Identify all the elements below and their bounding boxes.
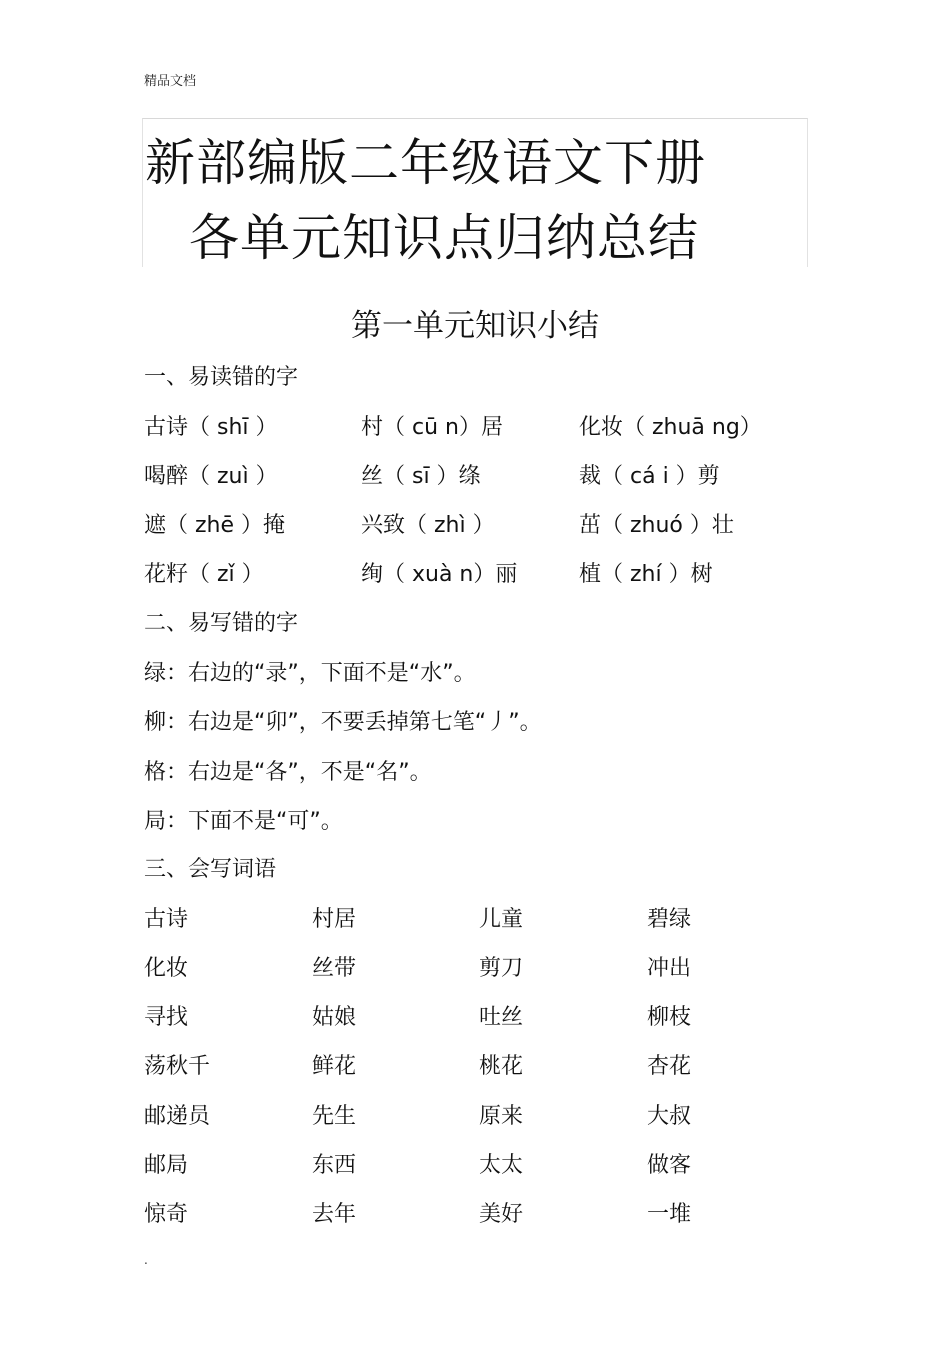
header-note: 精品文档	[144, 74, 197, 89]
pinyin-item: 花籽（ zǐ ）	[144, 562, 264, 587]
word-item: 荡秋千	[144, 1054, 211, 1079]
word-item: 太太	[479, 1153, 524, 1178]
word-item: 邮递员	[144, 1104, 211, 1129]
word-item: 寻找	[144, 1005, 189, 1030]
pinyin-item: 村（ cū n）居	[361, 415, 503, 440]
word-item: 古诗	[144, 907, 189, 932]
pinyin-item: 兴致（ zhì ）	[361, 513, 495, 538]
pinyin-item: 化妆（ zhuā ng）	[579, 415, 762, 440]
word-item: 做客	[647, 1153, 692, 1178]
part2-heading: 二、易写错的字	[144, 611, 299, 636]
word-item: 姑娘	[312, 1005, 357, 1030]
pinyin-item: 喝醉（ zuì ）	[144, 464, 278, 489]
word-item: 剪刀	[479, 956, 524, 981]
word-item: 先生	[312, 1104, 357, 1129]
word-item: 大叔	[647, 1104, 692, 1129]
writing-rule: 格：右边是“各”，不是“名”。	[144, 760, 432, 785]
pinyin-item: 茁（ zhuó ）壮	[579, 513, 734, 538]
document-title	[142, 118, 808, 267]
footer-mark: .	[144, 1253, 148, 1267]
writing-rule: 柳：右边是“卯”，不要丢掉第七笔“丿”。	[144, 710, 542, 735]
word-item: 吐丝	[479, 1005, 524, 1030]
word-item: 原来	[479, 1104, 524, 1129]
pinyin-item: 古诗（ shī ）	[144, 415, 278, 440]
writing-rule: 绿：右边的“录”，下面不是“水”。	[144, 661, 476, 686]
word-item: 美好	[479, 1202, 524, 1227]
word-item: 邮局	[144, 1153, 189, 1178]
pinyin-item: 植（ zhí ）树	[579, 562, 713, 587]
word-item: 化妆	[144, 956, 189, 981]
pinyin-item: 丝（ sī ）绦	[361, 464, 481, 489]
pinyin-item: 绚（ xuà n）丽	[361, 562, 518, 587]
word-item: 柳枝	[647, 1005, 692, 1030]
pinyin-item: 遮（ zhē ）掩	[144, 513, 286, 538]
word-item: 村居	[312, 907, 357, 932]
part3-heading: 三、会写词语	[144, 857, 277, 882]
writing-rule: 局：下面不是“可”。	[144, 809, 343, 834]
word-item: 丝带	[312, 956, 357, 981]
part1-heading: 一、易读错的字	[144, 365, 299, 390]
word-item: 去年	[312, 1202, 357, 1227]
word-item: 碧绿	[647, 907, 692, 932]
word-item: 杏花	[647, 1054, 692, 1079]
word-item: 冲出	[647, 956, 692, 981]
section-title: 第一单元知识小结	[351, 308, 599, 344]
title-line-1: 新部编版二年级语文下册	[145, 134, 706, 192]
word-item: 东西	[312, 1153, 357, 1178]
word-item: 鲜花	[312, 1054, 357, 1079]
word-item: 惊奇	[144, 1202, 189, 1227]
pinyin-item: 裁（ cá i ）剪	[579, 464, 720, 489]
word-item: 一堆	[647, 1202, 692, 1227]
word-item: 桃花	[479, 1054, 524, 1079]
word-item: 儿童	[479, 907, 524, 932]
title-line-2: 各单元知识点归纳总结	[189, 209, 699, 267]
